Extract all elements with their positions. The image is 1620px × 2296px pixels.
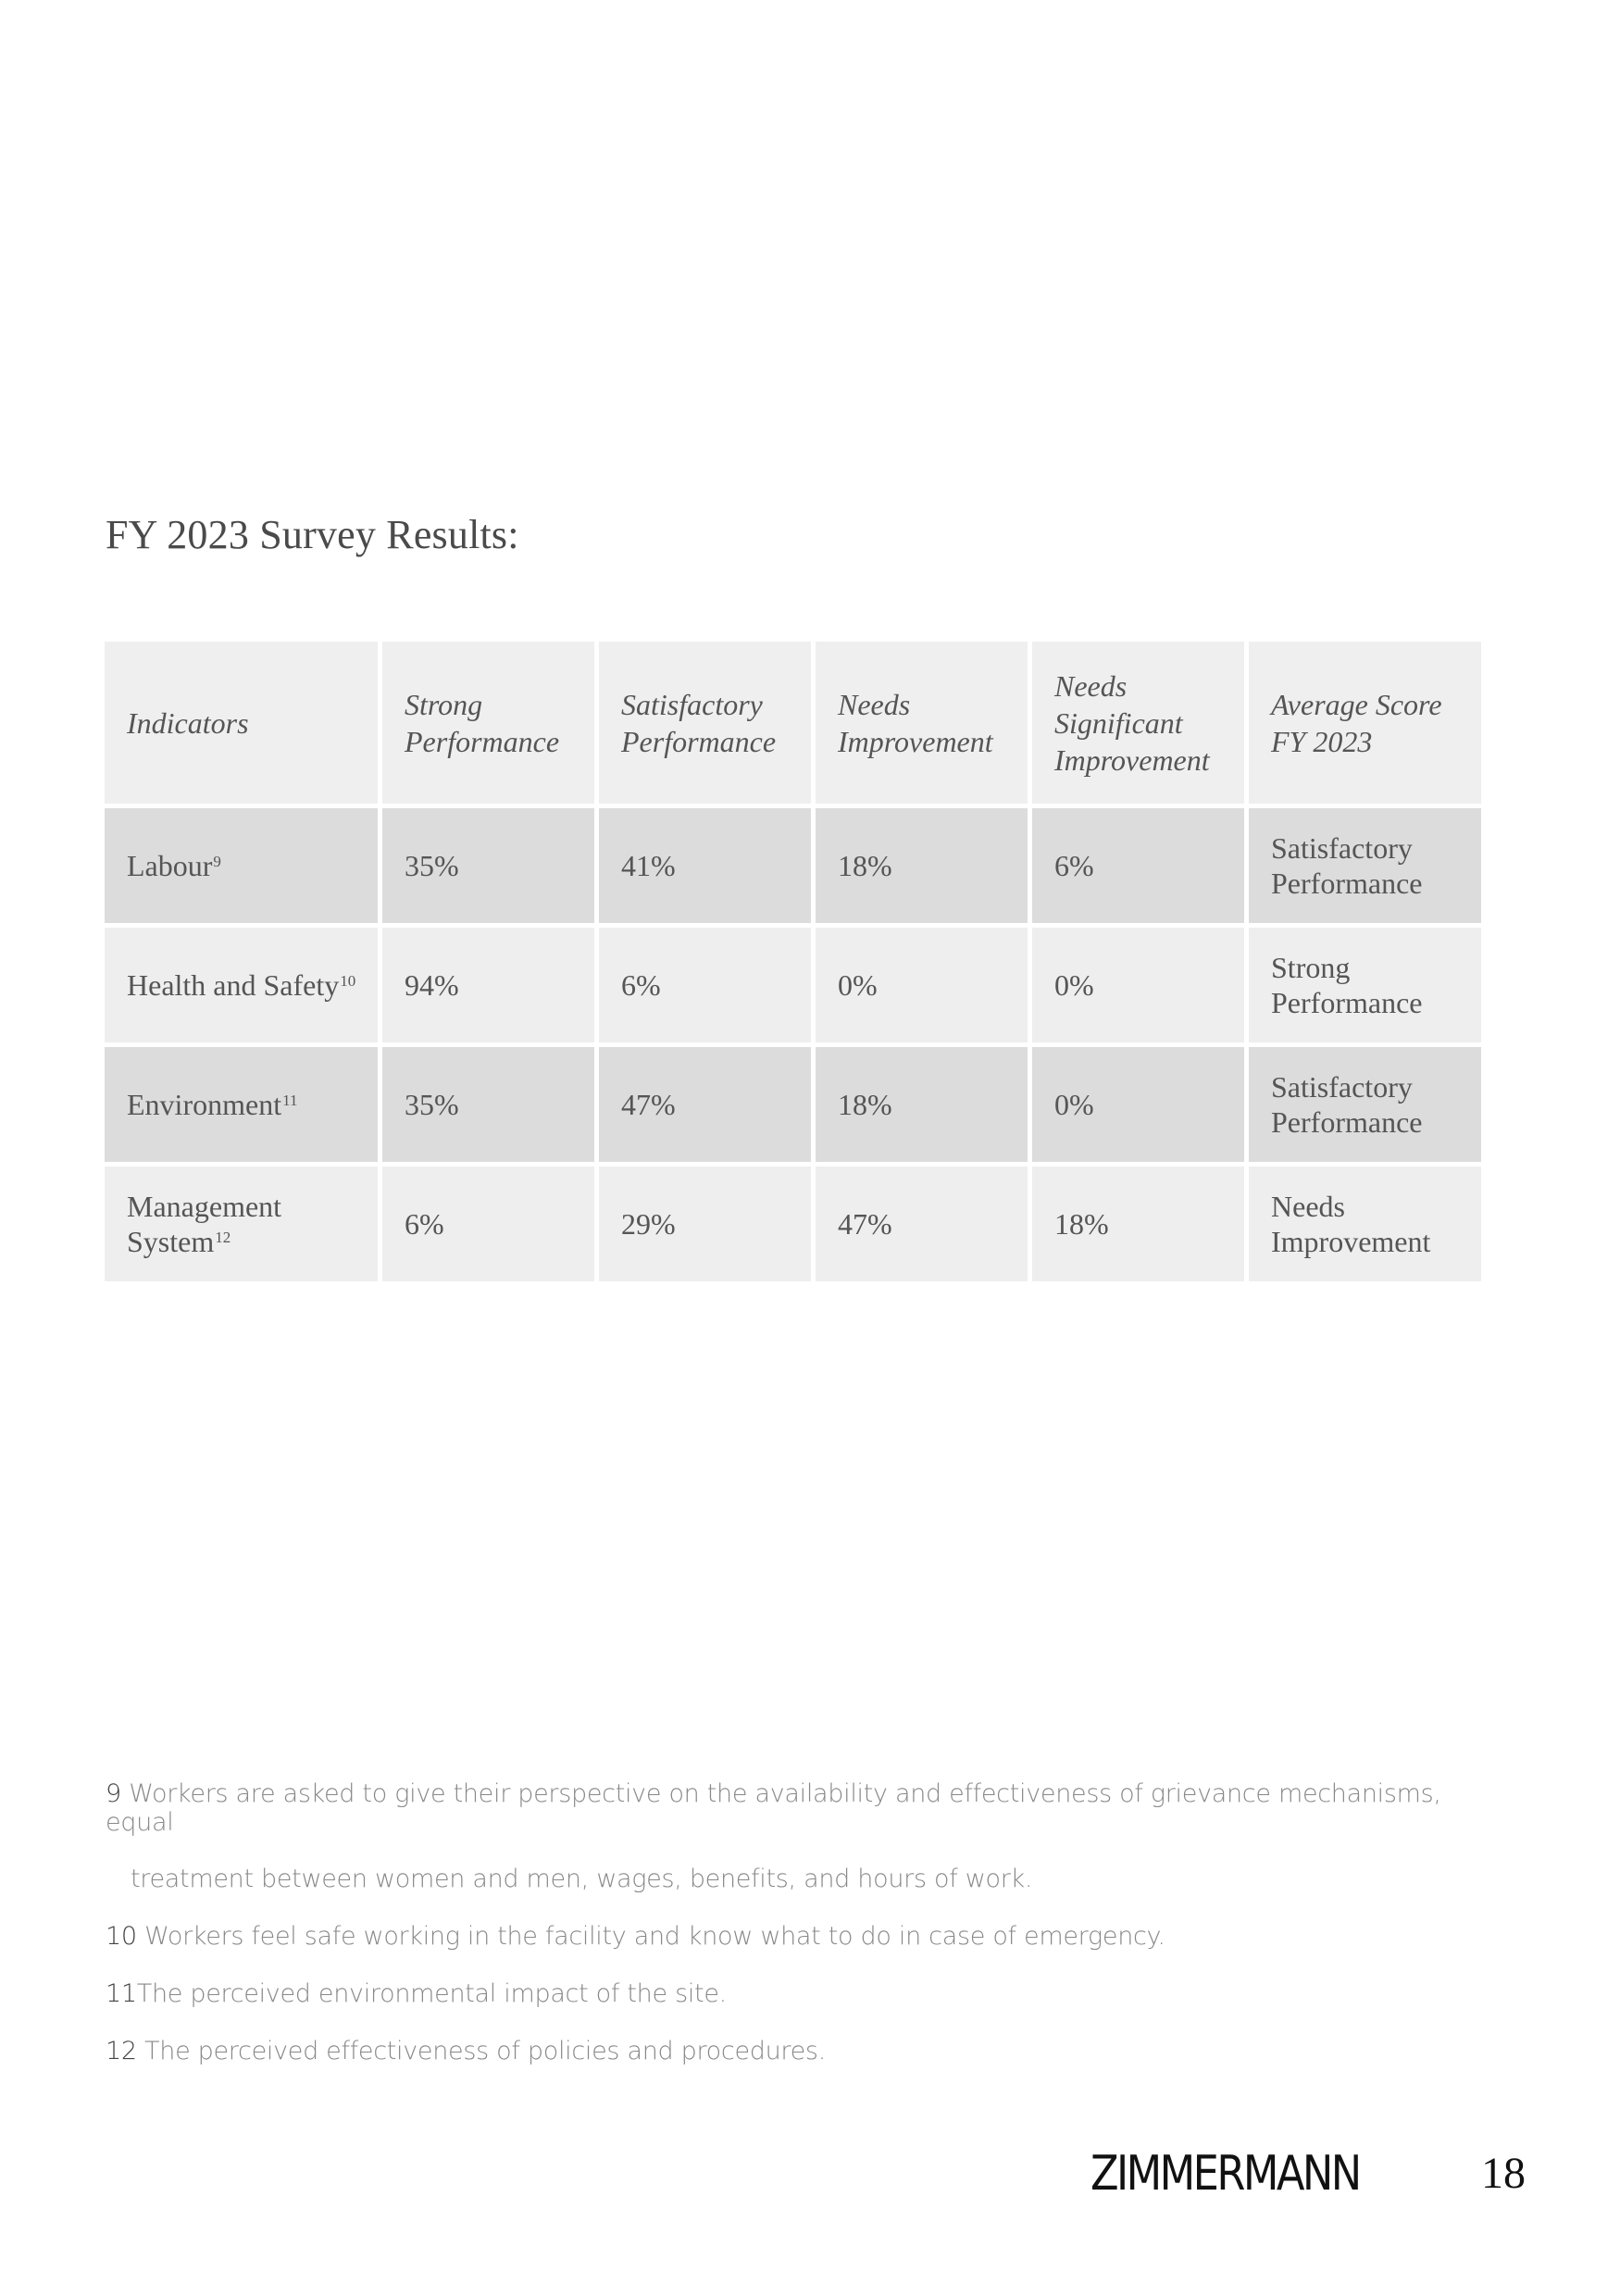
indicator-label: Health and Safety (127, 968, 340, 1002)
strong-cell: 6% (382, 1167, 594, 1281)
table-row (105, 808, 1481, 923)
footnote-ref: 12 (215, 1229, 231, 1246)
table-row (105, 1167, 1481, 1281)
needs-significant-cell: 6% (1032, 808, 1244, 923)
average-cell: Needs Improvement (1249, 1167, 1481, 1281)
strong-cell: 35% (382, 1047, 594, 1162)
footnote-item (106, 1779, 1494, 1893)
footnote-ref: 10 (340, 972, 356, 990)
needs-significant-cell: 0% (1032, 928, 1244, 1042)
footnote-text: The perceived environmental impact of the site. (136, 1979, 727, 2008)
table-row (105, 928, 1481, 1042)
table-header-row (105, 642, 1481, 804)
page-number: 18 (1481, 2149, 1526, 2198)
needs-improvement-cell: 18% (816, 808, 1028, 923)
survey-results-table (100, 637, 1486, 1286)
footnote-ref: 11 (282, 1092, 298, 1109)
footnote-number: 10 (106, 1922, 137, 1951)
strong-cell: 35% (382, 808, 594, 923)
footnote-number: 12 (106, 2037, 137, 2065)
needs-improvement-cell: 47% (816, 1167, 1028, 1281)
average-cell: Strong Performance (1249, 928, 1481, 1042)
footnote-number: 11 (106, 1979, 137, 2008)
footnote-item (106, 1979, 1494, 2008)
needs-significant-cell: 0% (1032, 1047, 1244, 1162)
footnote-text: The perceived effectiveness of policies and procedures. (144, 2037, 826, 2065)
needs-improvement-cell: 0% (816, 928, 1028, 1042)
footnote-text: Workers feel safe working in the facility and know what to do in case of emergency. (144, 1922, 1165, 1951)
header-strong-performance: Strong Performance (382, 642, 594, 804)
brand-logo: ZIMMERMANN (1090, 2146, 1360, 2202)
footnote-item (106, 1922, 1494, 1951)
average-cell: Satisfactory Performance (1249, 808, 1481, 923)
header-needs-improvement: Needs Improvement (816, 642, 1028, 804)
strong-cell: 94% (382, 928, 594, 1042)
indicator-cell (105, 1167, 378, 1281)
satisfactory-cell: 6% (599, 928, 811, 1042)
page-title: FY 2023 Survey Results: (106, 512, 519, 557)
table-row (105, 1047, 1481, 1162)
satisfactory-cell: 29% (599, 1167, 811, 1281)
indicator-label: Labour (127, 849, 213, 882)
footnote-item (106, 2037, 1494, 2065)
needs-improvement-cell: 18% (816, 1047, 1028, 1162)
indicator-cell (105, 808, 378, 923)
footnote-text-continued: treatment between women and men, wages, benefits, and hours of work. (131, 1865, 1033, 1893)
satisfactory-cell: 47% (599, 1047, 811, 1162)
header-needs-significant-improvement: Needs Significant Improvement (1032, 642, 1244, 804)
indicator-label: Environment (127, 1088, 282, 1121)
indicator-cell (105, 1047, 378, 1162)
indicator-label: Management System (127, 1190, 282, 1258)
footnote-ref: 9 (213, 853, 221, 870)
header-average-score: Average Score FY 2023 (1249, 642, 1481, 804)
header-satisfactory-performance: Satisfactory Performance (599, 642, 811, 804)
needs-significant-cell: 18% (1032, 1167, 1244, 1281)
average-cell: Satisfactory Performance (1249, 1047, 1481, 1162)
footnote-number: 9 (106, 1779, 121, 1808)
footnote-text: Workers are asked to give their perspective on the availability and effectiveness of grievance mechanisms, equal (106, 1779, 1441, 1837)
footnotes (106, 1779, 1494, 2094)
indicator-cell (105, 928, 378, 1042)
satisfactory-cell: 41% (599, 808, 811, 923)
header-indicators: Indicators (105, 642, 378, 804)
